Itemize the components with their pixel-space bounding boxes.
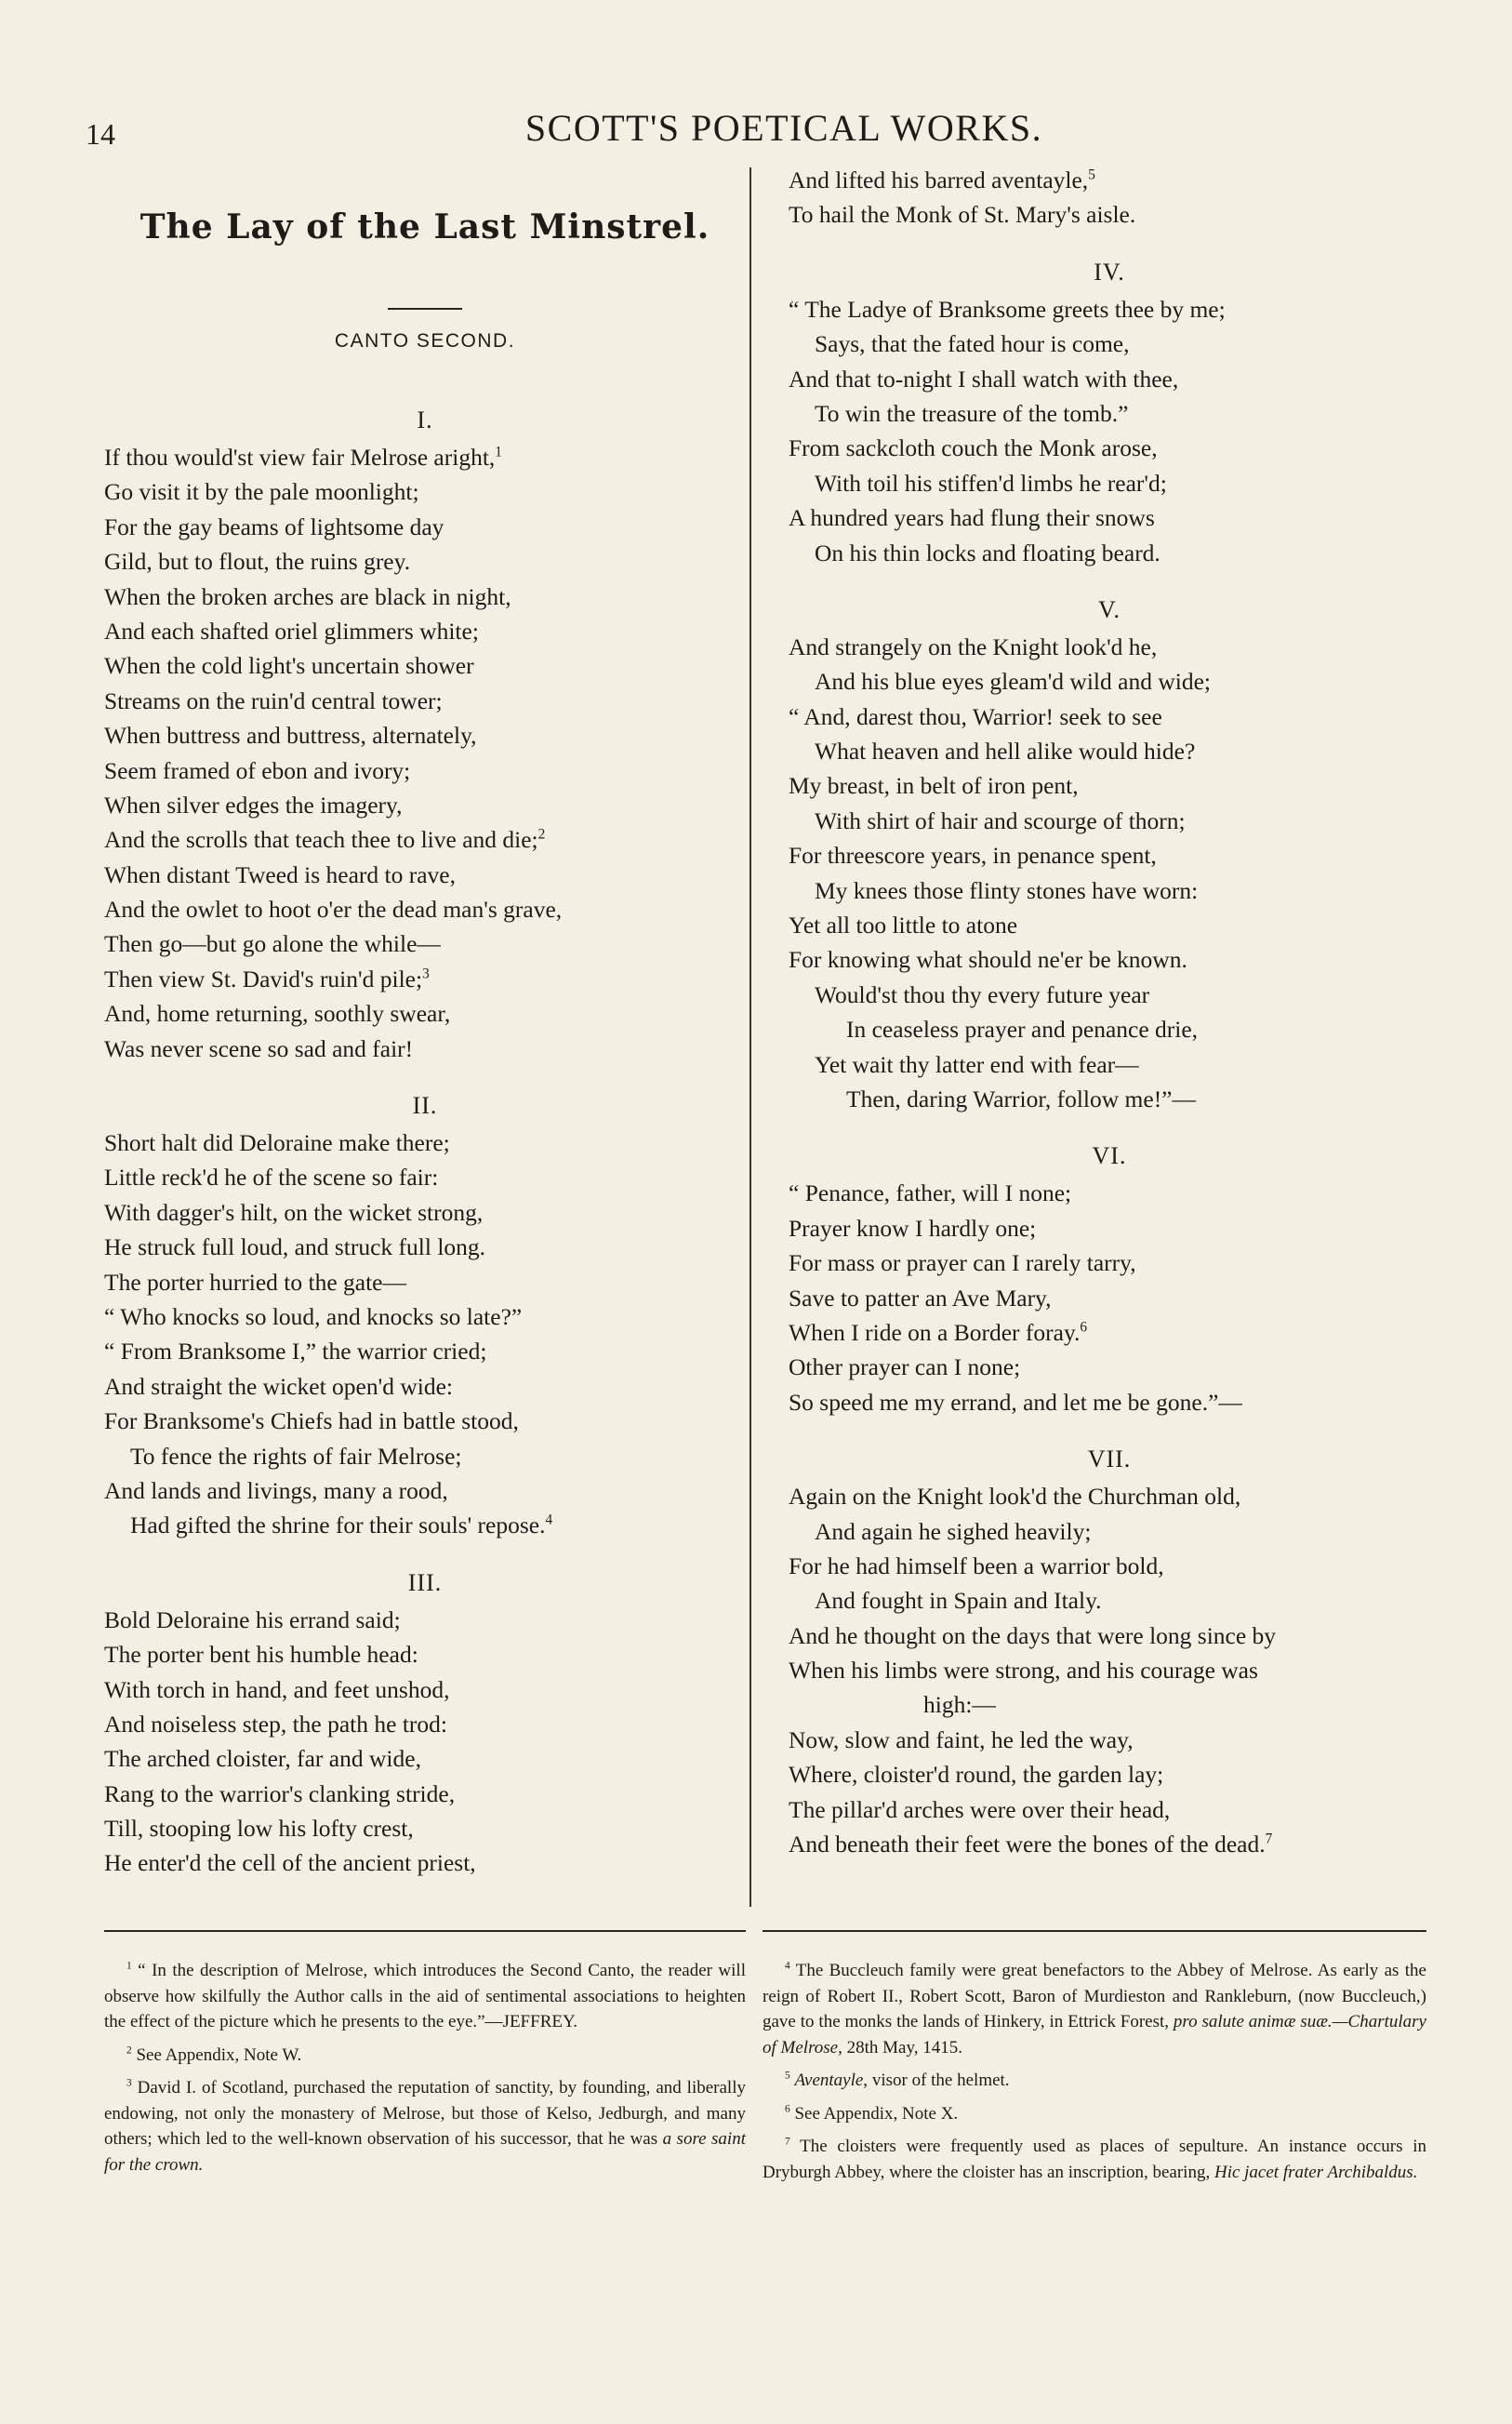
footnote: [104, 2043, 746, 2069]
verse-line: [789, 1792, 1430, 1827]
verse-text: “ Who knocks so loud, and knocks so late?”: [104, 1302, 523, 1330]
verse-line: [104, 1299, 746, 1334]
verse-text: With torch in hand, and feet unshod,: [104, 1675, 450, 1703]
verse-text: “ From Branksome I,” the warrior cried;: [104, 1338, 487, 1365]
verse-line: [104, 1032, 746, 1066]
verse-text: Had gifted the shrine for their souls' repose.: [130, 1512, 546, 1539]
verse-text: With toil his stiffen'd limbs he rear'd;: [815, 469, 1167, 497]
footnotes-left: [104, 1930, 746, 2185]
verse-text: For mass or prayer can I rarely tarry,: [789, 1249, 1136, 1277]
footnote-italic: Aventayle,: [794, 2071, 869, 2090]
verse-text: In ceaseless prayer and penance drie,: [846, 1016, 1199, 1044]
running-title: SCOTT'S POETICAL WORKS.: [524, 107, 1043, 149]
canto-heading: CANTO SECOND.: [334, 330, 516, 352]
verse-text: Then view St. David's ruin'd pile;: [104, 965, 423, 992]
verse-line: [789, 768, 1430, 803]
verse-line: [789, 1687, 1430, 1722]
stanza-number: VII.: [1087, 1445, 1132, 1473]
verse-line: [104, 579, 746, 614]
verse-text: When distant Tweed is heard to rave,: [104, 860, 456, 888]
footnote-text: See Appendix, Note W.: [136, 2044, 302, 2065]
verse-line: [104, 1508, 746, 1542]
verse-text: And, home returning, soothly swear,: [104, 1000, 451, 1028]
verse-text: A hundred years had flung their snows: [789, 504, 1155, 532]
verse-text: Save to patter an Ave Mary,: [789, 1284, 1052, 1312]
footnote-text: “ In the description of Melrose, which introduces the Second Canto, the reader will observe how skilfully the Author calls in the aid of sentimental associations to heighten the effect of the picture which he presents to the eye.”—JEFFREY.: [104, 1961, 746, 2031]
verse-line: [104, 1637, 746, 1671]
verse-text: Go visit it by the pale moonlight;: [104, 478, 419, 506]
verse-line: [789, 466, 1430, 500]
verse-text: Now, slow and faint, he led the way,: [789, 1725, 1134, 1753]
verse-line: [789, 734, 1430, 768]
verse-text: If thou would'st view fair Melrose aright,: [104, 444, 496, 471]
verse-line: [789, 362, 1430, 396]
footnote-rule: [104, 1930, 746, 1932]
stanza-number: IV.: [1094, 258, 1125, 286]
verse-text: So speed me my errand, and let me be gone.”—: [789, 1388, 1242, 1416]
verse-line: [789, 1583, 1430, 1618]
verse-text: Says, that the fated hour is come,: [815, 330, 1130, 358]
verse-text: Gild, but to flout, the ruins grey.: [104, 548, 411, 576]
footnote-text: See Appendix, Note X.: [794, 2103, 959, 2124]
verse-line: [104, 510, 746, 544]
verse-line: [789, 431, 1430, 465]
footnote: [104, 2075, 746, 2178]
verse-line: [104, 753, 746, 788]
title-rule: [388, 308, 462, 310]
verse-line: [789, 1082, 1430, 1116]
footnote-mark: 6: [785, 2103, 790, 2115]
footnote-list-left: [104, 1958, 746, 2178]
verse-line: [104, 1230, 746, 1264]
verse-line: [104, 440, 746, 474]
verse-text: Again on the Knight look'd the Churchman old,: [789, 1483, 1241, 1511]
stanza-number: II.: [412, 1092, 438, 1120]
verse-text: What heaven and hell alike would hide?: [815, 738, 1196, 766]
verse-text: And noiseless step, the path he trod:: [104, 1710, 447, 1738]
verse-line: [104, 1672, 746, 1707]
page-number: 14: [86, 117, 115, 151]
verse-text: When the cold light's uncertain shower: [104, 652, 474, 680]
stanza-number: V.: [1098, 595, 1121, 623]
footnote: [763, 2068, 1426, 2094]
verse-line: [104, 1439, 746, 1473]
verse-text: To hail the Monk of St. Mary's aisle.: [789, 201, 1136, 229]
verse-line: [789, 908, 1430, 942]
verse-text: And the owlet to hoot o'er the dead man's grave,: [104, 896, 563, 924]
left-column: [104, 163, 746, 1881]
verse-line: [104, 718, 746, 753]
verse-text: Prayer know I hardly one;: [789, 1214, 1037, 1242]
verse-line: [789, 1514, 1430, 1549]
verse-line: [104, 1603, 746, 1637]
verse-line: [789, 1281, 1430, 1315]
verse-text: When the broken arches are black in night,: [104, 582, 511, 610]
page-header: [0, 100, 1512, 156]
footnote: [104, 1958, 746, 2035]
verse-text: And each shafted oriel glimmers white;: [104, 617, 479, 645]
verse-text: To fence the rights of fair Melrose;: [130, 1442, 462, 1470]
verse-line: [789, 1350, 1430, 1384]
verse-line: [789, 664, 1430, 699]
verse-line: [104, 614, 746, 648]
verse-line: [789, 1723, 1430, 1757]
stanza-number: VI.: [1092, 1142, 1127, 1170]
verse-line: [789, 326, 1430, 361]
verse-text: And lands and livings, many a rood,: [104, 1476, 448, 1504]
verse-text: “ The Ladye of Branksome greets thee by me;: [789, 295, 1226, 323]
footnote-rule: [763, 1930, 1426, 1932]
verse-line: [789, 1549, 1430, 1583]
verse-line: [789, 1653, 1430, 1687]
stanza-number: III.: [407, 1568, 443, 1596]
footnote-mark: 3: [126, 2077, 132, 2089]
verse-text: On his thin locks and floating beard.: [815, 539, 1161, 566]
verse-text: And the scrolls that teach thee to live and die;: [104, 826, 538, 854]
verse-text: The pillar'd arches were over their head,: [789, 1795, 1171, 1823]
verse-line: [789, 873, 1430, 908]
verse-text: Streams on the ruin'd central tower;: [104, 686, 443, 714]
verse-text: For knowing what should ne'er be known.: [789, 946, 1187, 974]
footnote-mark: 2: [126, 2044, 132, 2057]
verse-line: [789, 942, 1430, 977]
footnote-text: The Buccleuch family were great benefactors to the Abbey of Melrose. As early as the reign of Robert II., Robert Scott, Baron of Murdieston and Rankleburn, (now Buccleuch,) gave to the monks the lands of Hinkery, in Ettrick Forest,: [763, 1961, 1426, 2031]
footnote-tail: 28th May, 1415.: [842, 2037, 962, 2058]
right-stanzas: [789, 257, 1430, 1862]
verse-text: Then, daring Warrior, follow me!”—: [846, 1085, 1197, 1112]
verse-line: [104, 1845, 746, 1880]
verse-text: “ Penance, father, will I none;: [789, 1179, 1072, 1207]
verse-line: [789, 1757, 1430, 1791]
verse-text: The porter bent his humble head:: [104, 1641, 418, 1669]
stanza-number: I.: [417, 406, 433, 433]
verse-text: My breast, in belt of iron pent,: [789, 772, 1079, 800]
verse-line: [104, 474, 746, 509]
verse-line: [789, 1176, 1430, 1210]
verse-text: When I ride on a Border foray.: [789, 1318, 1081, 1346]
verse-text: From sackcloth couch the Monk arose,: [789, 434, 1158, 462]
verse-text: Then go—but go alone the while—: [104, 930, 441, 958]
verse-line: [789, 699, 1430, 734]
footnote-mark: 6: [1080, 1319, 1088, 1336]
verse-line: [789, 163, 1430, 197]
verse-line: [789, 1245, 1430, 1280]
verse-text: And his blue eyes gleam'd wild and wide;: [815, 668, 1211, 696]
right-intro-lines: [789, 163, 1430, 233]
verse-text: The arched cloister, far and wide,: [104, 1745, 421, 1773]
verse-line: [789, 1385, 1430, 1419]
verse-text: The porter hurried to the gate—: [104, 1268, 407, 1296]
verse-line: [789, 630, 1430, 664]
verse-text: When his limbs were strong, and his courage was: [789, 1657, 1258, 1685]
verse-line: [789, 1315, 1430, 1350]
footnote-text: The cloisters were frequently used as places of sepulture. An instance occurs in Dryburgh Abbey, where the cloister has an inscription, bearing,: [763, 2137, 1426, 2182]
verse-text: Till, stooping low his lofty crest,: [104, 1815, 414, 1843]
verse-text: And he thought on the days that were long since by: [789, 1621, 1277, 1649]
verse-line: [789, 1047, 1430, 1082]
footnote-mark: 7: [1265, 1831, 1273, 1847]
verse-text: To win the treasure of the tomb.”: [815, 399, 1129, 427]
right-column: [789, 163, 1430, 1861]
verse-text: When silver edges the imagery,: [104, 791, 403, 819]
footnote: [763, 2134, 1426, 2185]
verse-line: [104, 544, 746, 579]
verse-line: [104, 684, 746, 718]
verse-text: Where, cloister'd round, the garden lay;: [789, 1761, 1164, 1789]
verse-line: [789, 804, 1430, 838]
verse-text: And lifted his barred aventayle,: [789, 166, 1089, 193]
verse-text: Other prayer can I none;: [789, 1353, 1021, 1381]
footnote-tail: visor of the helmet.: [868, 2071, 1010, 2090]
verse-text: With shirt of hair and scourge of thorn;: [815, 806, 1186, 834]
verse-line: [789, 838, 1430, 872]
verse-line: [104, 1404, 746, 1438]
footnote-mark: 5: [785, 2070, 790, 2082]
verse-line: [789, 978, 1430, 1012]
verse-text: My knees those flinty stones have worn:: [815, 876, 1199, 904]
verse-line: [104, 1195, 746, 1230]
verse-text: And beneath their feet were the bones of the dead.: [789, 1831, 1266, 1858]
verse-line: [104, 1811, 746, 1845]
footnote-mark: 7: [785, 2136, 790, 2148]
footnote: [763, 1958, 1426, 2060]
poem-title: The Lay of the Last Minstrel.: [139, 207, 710, 246]
verse-line: [104, 1369, 746, 1404]
verse-line: [104, 858, 746, 892]
verse-text: Little reck'd he of the scene so fair:: [104, 1164, 439, 1192]
verse-line: [104, 1265, 746, 1299]
verse-line: [104, 1334, 746, 1368]
footnote-mark: 3: [422, 966, 430, 982]
verse-text: Yet wait thy latter end with fear—: [815, 1050, 1139, 1078]
verse-text: For he had himself been a warrior bold,: [789, 1552, 1164, 1579]
footnote-italic: pro salute animæ suæ.—Chartulary of Melrose,: [763, 2012, 1426, 2058]
verse-line: [104, 996, 746, 1031]
verse-text: And that to-night I shall watch with thee,: [789, 365, 1179, 393]
verse-line: [104, 822, 746, 857]
column-divider: [749, 167, 751, 1907]
verse-text: And again he sighed heavily;: [815, 1517, 1092, 1545]
verse-text: For the gay beams of lightsome day: [104, 513, 444, 540]
footnote-mark: 5: [1088, 166, 1095, 183]
verse-text: Seem framed of ebon and ivory;: [104, 756, 411, 784]
verse-text: Would'st thou thy every future year: [815, 980, 1150, 1008]
verse-line: [789, 1618, 1430, 1653]
verse-text: “ And, darest thou, Warrior! seek to see: [789, 702, 1162, 730]
footnote-mark: 4: [545, 1512, 553, 1528]
verse-line: [789, 292, 1430, 326]
footnotes-right: [763, 1930, 1426, 2192]
verse-line: [789, 536, 1430, 570]
verse-line: [104, 1707, 746, 1741]
footnote-mark: 4: [785, 1960, 790, 1972]
verse-line: [104, 1741, 746, 1776]
footnote-list-right: [763, 1958, 1426, 2185]
footnote-italic: Hic jacet frater Archibaldus.: [1214, 2162, 1418, 2182]
verse-text: Yet all too little to atone: [789, 912, 1018, 939]
verse-line: [104, 892, 746, 926]
verse-text: Bold Deloraine his errand said;: [104, 1605, 401, 1633]
verse-text: high:—: [923, 1691, 996, 1719]
verse-line: [104, 1777, 746, 1811]
verse-text: He enter'd the cell of the ancient priest,: [104, 1849, 476, 1877]
footnote-mark: 2: [537, 826, 546, 843]
verse-text: When buttress and buttress, alternately,: [104, 722, 477, 750]
verse-text: For threescore years, in penance spent,: [789, 842, 1157, 870]
verse-text: And straight the wicket open'd wide:: [104, 1372, 453, 1400]
verse-line: [789, 197, 1430, 232]
verse-text: Short halt did Deloraine make there;: [104, 1129, 450, 1157]
verse-text: With dagger's hilt, on the wicket strong,: [104, 1198, 484, 1226]
verse-line: [104, 962, 746, 996]
footnote-italic: a sore saint for the crown.: [104, 2129, 746, 2175]
footnote-mark: 1: [126, 1960, 132, 1972]
verse-text: And strangely on the Knight look'd he,: [789, 633, 1158, 660]
verse-text: He struck full loud, and struck full long.: [104, 1233, 486, 1261]
footnote-text: David I. of Scotland, purchased the reputation of sanctity, by founding, and liberally endowing, not only the monastery of Melrose, but those of Kelso, Jedburgh, and many others; which led to the well-known observation of his successor, that he was: [104, 2078, 746, 2149]
verse-line: [789, 396, 1430, 431]
footnote-mark: 1: [495, 444, 502, 460]
verse-line: [789, 1827, 1430, 1861]
verse-line: [104, 1160, 746, 1194]
verse-line: [789, 1479, 1430, 1513]
verse-text: Was never scene so sad and fair!: [104, 1034, 414, 1062]
verse-line: [104, 648, 746, 683]
verse-line: [789, 1012, 1430, 1046]
verse-text: And fought in Spain and Italy.: [815, 1587, 1102, 1615]
verse-line: [789, 500, 1430, 535]
left-stanzas: [104, 405, 746, 1881]
verse-text: Rang to the warrior's clanking stride,: [104, 1779, 456, 1807]
verse-line: [789, 1211, 1430, 1245]
footnote: [763, 2101, 1426, 2127]
verse-line: [104, 926, 746, 961]
verse-line: [104, 1473, 746, 1508]
verse-line: [104, 1125, 746, 1160]
verse-text: For Branksome's Chiefs had in battle stood,: [104, 1407, 519, 1435]
verse-line: [104, 788, 746, 822]
